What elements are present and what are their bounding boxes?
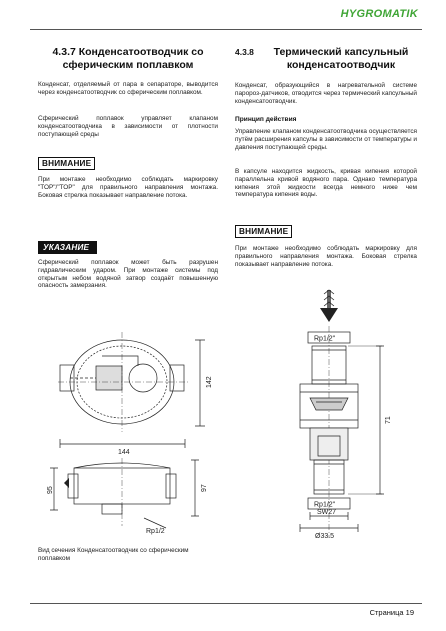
logo-text-hygro: HYGRO [340,8,383,20]
capsule-trap-wrench-size: SW27 [317,509,337,516]
hint-label: УКАЗАНИЕ [38,241,97,254]
float-trap-drawing [40,320,220,535]
attention-box-right: ВНИМАНИЕ [235,225,292,238]
section-4-3-7-title: 4.3.7 Конденсатоотводчик со сферическим поплавком [52,46,204,71]
section-4-3-8-para2: Управление клапаном конденсатоотводчика осуществляется путём расширения капсулы в зависимости от температуры и давления поступающей среды. [235,128,417,151]
section-4-3-8-number: 4.3.8 [235,47,254,57]
float-trap-width-dim: 144 [118,449,130,456]
capsule-trap-thread-top: Rp1/2" [314,335,336,343]
footer-rule [30,603,422,604]
float-trap-height-dim: 142 [206,376,213,388]
section-4-3-8-para3: В капсуле находится жидкость, кривая кипения которой параллельна кривой водяного пара. Однако температура кипения этой жидкости всегда немного ниже чем температура кипения воды. [235,168,417,199]
hygromatik-logo [341,8,418,20]
section-4-3-8-title [235,46,425,71]
float-trap-side-left-dim: 95 [47,486,54,494]
logo-text-matik: MATIK [382,8,418,20]
float-trap-side-right-dim: 97 [201,484,208,492]
capsule-trap-drawing [270,288,410,548]
header-rule [30,29,422,30]
section-4-3-8-para1: Конденсат, образующийся в нагревательной системе паророз-датчиков, отводится через термический капсульный конденсатоотводчик. [235,82,417,105]
flow-direction-arrow-icon [320,290,338,322]
capsule-trap-height-dim: 71 [385,416,392,424]
principle-subheading: Принцип действия [235,116,297,123]
attention-box-left: ВНИМАНИЕ [38,157,95,170]
section-4-3-7-para2: Сферический поплавок управляет клапаном конденсатоотводчика в зависимости от плотности поступающей среды [38,115,218,138]
attention-text-right: При монтаже необходимо соблюдать маркировку для правильного направления монтажа. Боковая стрелка показывает направление потока. [235,245,417,268]
hint-text: Сферический поплавок может быть разрушен гидравлическим ударом. При монтаже системы под открытым небом водяной затвор создаёт повышенную опасность замерзания. [38,259,218,290]
capsule-trap-diameter: Ø33.5 [315,533,335,540]
float-trap-caption: Вид сечения Конденсатоотводчик со сферическим поплавком [38,547,189,562]
section-4-3-8-heading: Термический капсульный конденсатоотводчик [273,46,409,71]
capsule-trap-thread-bottom: Rp1/2" [314,501,336,509]
float-trap-thread-label: Rp1/2 [146,528,165,535]
page-number: Страница 19 [369,608,414,617]
attention-text-left: При монтаже необходимо соблюдать маркировку "TOP"/"ТОР" для правильного направления монтажа. Боковая стрелка показывает направление потока. [38,176,218,199]
section-4-3-7-para1: Конденсат, отделяемый от пара в сепараторе, выводится через конденсатоотводчик со сферическим поплавком. [38,81,218,96]
